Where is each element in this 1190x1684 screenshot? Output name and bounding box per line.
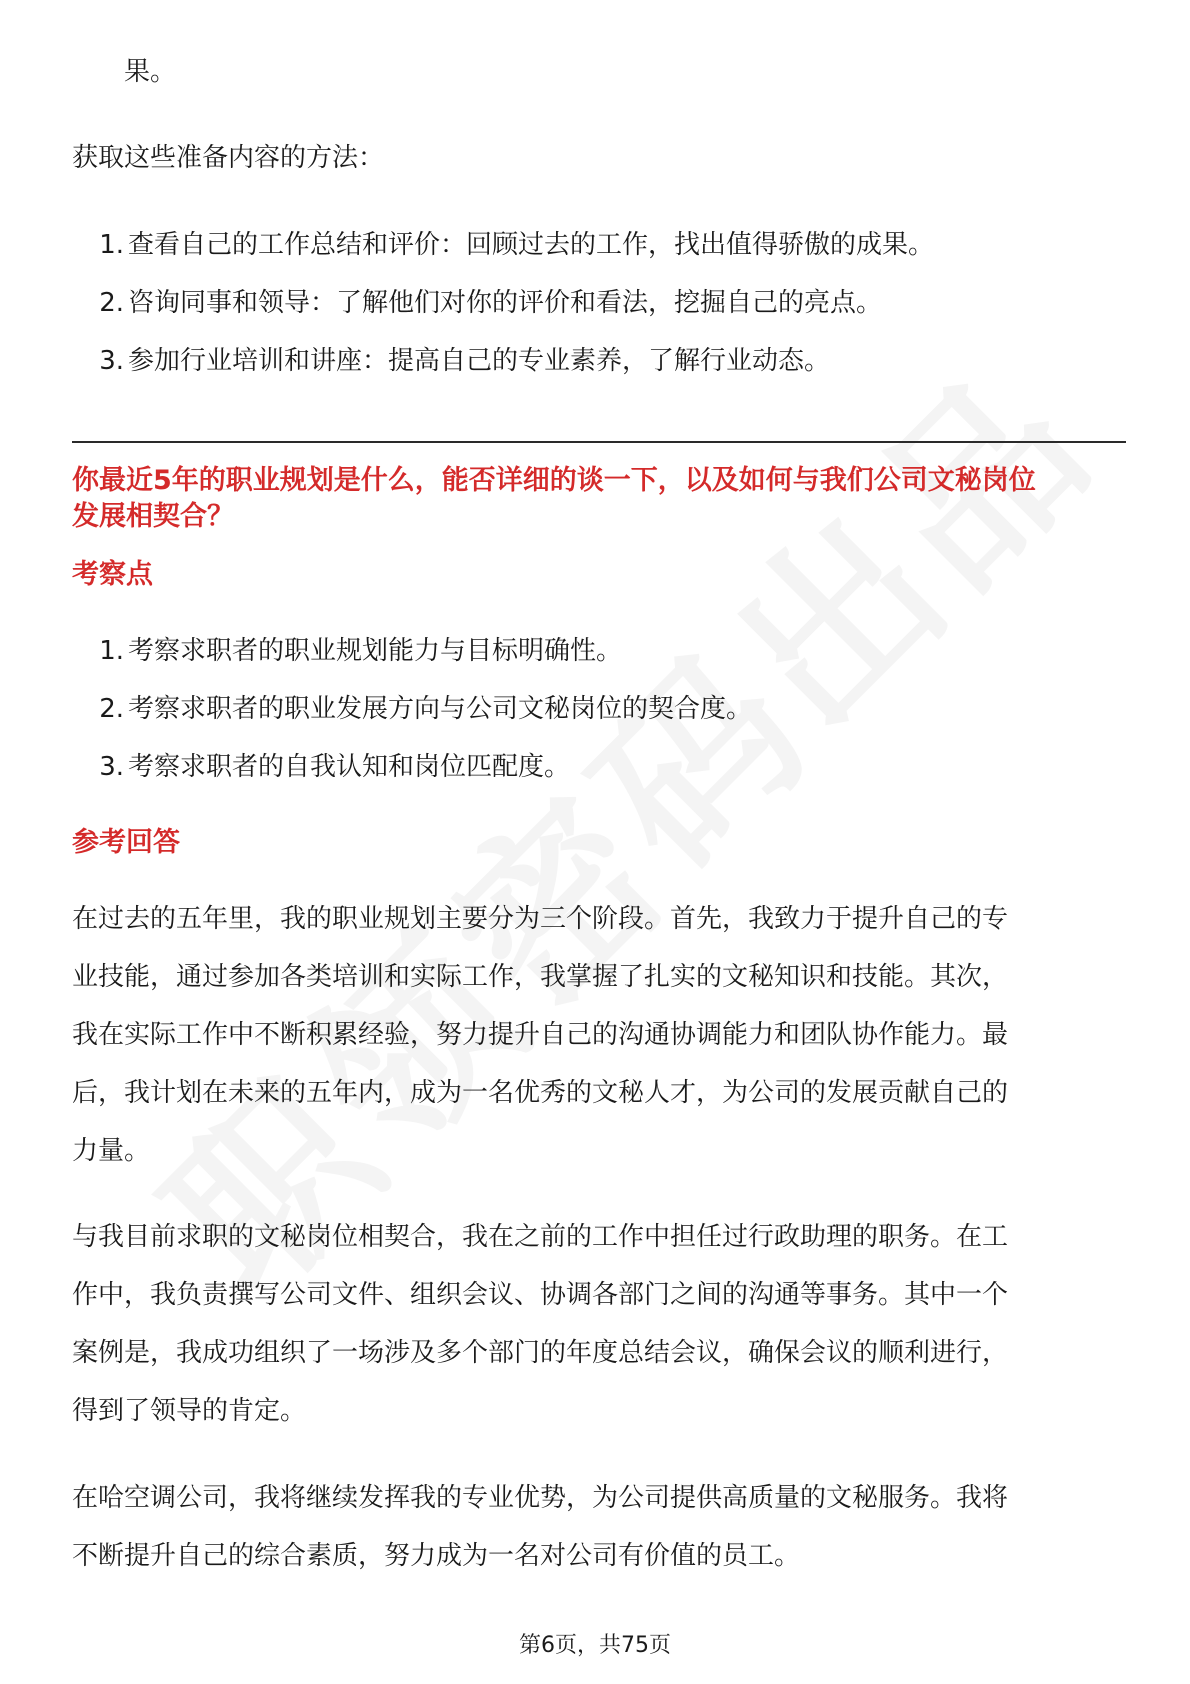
answer-para1-line: 业技能，通过参加各类培训和实际工作，我掌握了扎实的文秘知识和技能。其次，	[72, 962, 1009, 992]
list-item: 1. 查看自己的工作总结和评价：回顾过去的工作，找出值得骄傲的成果。	[99, 230, 935, 260]
list-item: 1. 考察求职者的职业规划能力与目标明确性。	[99, 636, 623, 666]
answer-para2-line: 与我目前求职的文秘岗位相契合，我在之前的工作中担任过行政助理的职务。在工	[72, 1222, 1009, 1252]
list-item: 3. 参加行业培训和讲座：提高自己的专业素养，了解行业动态。	[99, 346, 831, 376]
methods-heading: 获取这些准备内容的方法：	[72, 143, 385, 173]
question-line-1: 你最近5年的职业规划是什么，能否详细的谈一下，以及如何与我们公司文秘岗位	[72, 465, 1036, 496]
answer-para2-line: 作中，我负责撰写公司文件、组织会议、协调各部门之间的沟通等事务。其中一个	[72, 1280, 1009, 1310]
answer-para2-line: 案例是，我成功组织了一场涉及多个部门的年度总结会议，确保会议的顺利进行，	[72, 1338, 1009, 1368]
answer-para3-line: 不断提升自己的综合素质，努力成为一名对公司有价值的员工。	[72, 1541, 801, 1571]
list-item: 2. 考察求职者的职业发展方向与公司文秘岗位的契合度。	[99, 694, 753, 724]
question-line-2: 发展相契合？	[72, 501, 234, 532]
answer-para1-line: 后，我计划在未来的五年内，成为一名优秀的文秘人才，为公司的发展贡献自己的	[72, 1078, 1009, 1108]
answer-para3-line: 在哈空调公司，我将继续发挥我的专业优势，为公司提供高质量的文秘服务。我将	[72, 1483, 1009, 1513]
page-number: 第6页，共75页	[519, 1633, 671, 1658]
focus-heading: 考察点	[72, 559, 153, 590]
watermark	[54, 254, 1185, 1385]
answer-heading: 参考回答	[72, 827, 180, 858]
list-item: 2. 咨询同事和领导：了解他们对你的评价和看法，挖掘自己的亮点。	[99, 288, 883, 318]
answer-para1-line: 力量。	[72, 1136, 151, 1166]
list-item: 3. 考察求职者的自我认知和岗位匹配度。	[99, 752, 571, 782]
answer-para1-line: 在过去的五年里，我的职业规划主要分为三个阶段。首先，我致力于提升自己的专	[72, 904, 1009, 934]
section-divider	[72, 441, 1126, 443]
answer-para1-line: 我在实际工作中不断积累经验，努力提升自己的沟通协调能力和团队协作能力。最	[72, 1020, 1009, 1050]
answer-para2-line: 得到了领导的肯定。	[72, 1396, 307, 1426]
intro-tail: 果。	[124, 57, 177, 87]
